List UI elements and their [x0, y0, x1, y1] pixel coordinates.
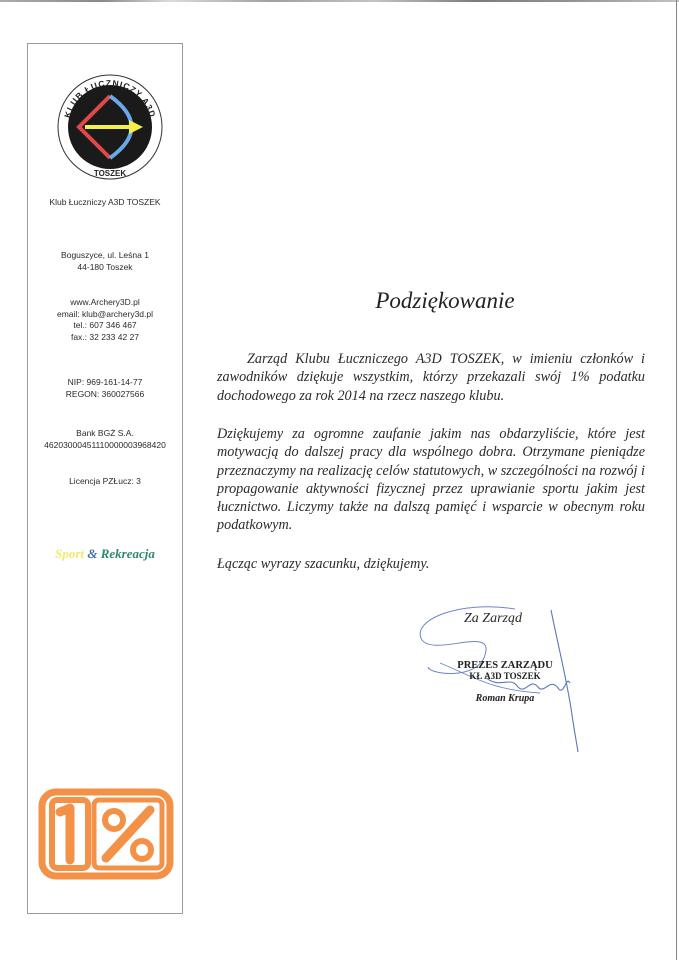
website-link[interactable]: www.Archery3D.pl — [70, 297, 140, 307]
address-line2: 44-180 Toszek — [77, 261, 133, 272]
address-block — [27, 250, 183, 273]
bank-name: Bank BGŻ S.A. — [76, 428, 134, 438]
signature-name: Roman Krupa — [475, 693, 535, 704]
license-number: Licencja PZŁucz: 3 — [69, 476, 141, 486]
address-line1: Boguszyce, ul. Leśna 1 — [61, 250, 149, 260]
club-name: Klub Łuczniczy A3D TOSZEK — [49, 197, 161, 207]
logo-ring-text-top: KLUB ŁUCZNICZY A3D — [62, 77, 158, 119]
fax-number: fax.: 32 233 42 27 — [70, 331, 140, 342]
nip-number: NIP: 969-161-14-77 — [67, 377, 143, 387]
scan-edge-top — [0, 0, 679, 2]
club-logo — [55, 72, 165, 182]
contact-block — [27, 297, 183, 343]
slogan-rekreacja: Rekreacja — [100, 546, 155, 561]
logo-ring-text-bottom: TOSZEK — [93, 169, 127, 178]
regon-number: REGON: 360027566 — [65, 388, 145, 399]
signature-za-zarzad: Za Zarząd — [464, 611, 522, 626]
letter-paragraph-1: Zarząd Klubu Łuczniczego A3D TOSZEK, w imieniu członków i zawodników dziękuje wszystkim, którzy przekazali swój 1% podatku dochodowego za rok 2014 na rzecz naszego klubu. — [217, 351, 645, 404]
phone-number: tel.: 607 346 467 — [73, 320, 137, 330]
signature-stroke-vertical — [551, 610, 578, 752]
bank-account: 46203000451110000003968420 — [44, 439, 166, 450]
slogan — [27, 546, 183, 562]
bank-info — [27, 428, 183, 451]
percent-circle-bottom — [133, 841, 151, 859]
email-link[interactable]: email: klub@archery3d.pl — [56, 308, 154, 319]
letter-closing: Łącząc wyrazy szacunku, dziękujemy. — [217, 556, 430, 572]
registration-ids — [27, 377, 183, 400]
percent-circle-top — [105, 811, 123, 829]
digit-one-icon — [60, 808, 70, 860]
slogan-sport: Sport — [55, 546, 85, 561]
slogan-ampersand: & — [87, 546, 98, 561]
signature-org: KŁ A3D TOSZEK — [469, 671, 541, 681]
one-percent-frame — [42, 792, 170, 876]
scan-edge-right — [676, 0, 677, 960]
letter-paragraph-2: Dziękujemy za ogromne zaufanie jakim nas obdarzyliście, które jest motywacją do dalszej pracy dla wspólnego dobra. Otrzymane pieniądze przeznaczymy na realizację celów statutowych, w szczególności na rozwój i propagowanie aktywności fizycznej przez uprawianie sportu jakim jest łucznictwo. Liczymy także na dalszą pamięć i wsparcie w obecnym roku podatkowym. — [217, 426, 645, 534]
letter-title: Podziękowanie — [375, 288, 515, 313]
signature-position: PREZES ZARZĄDU — [457, 660, 553, 671]
percent-slash — [106, 810, 150, 858]
one-percent-logo — [38, 788, 174, 880]
